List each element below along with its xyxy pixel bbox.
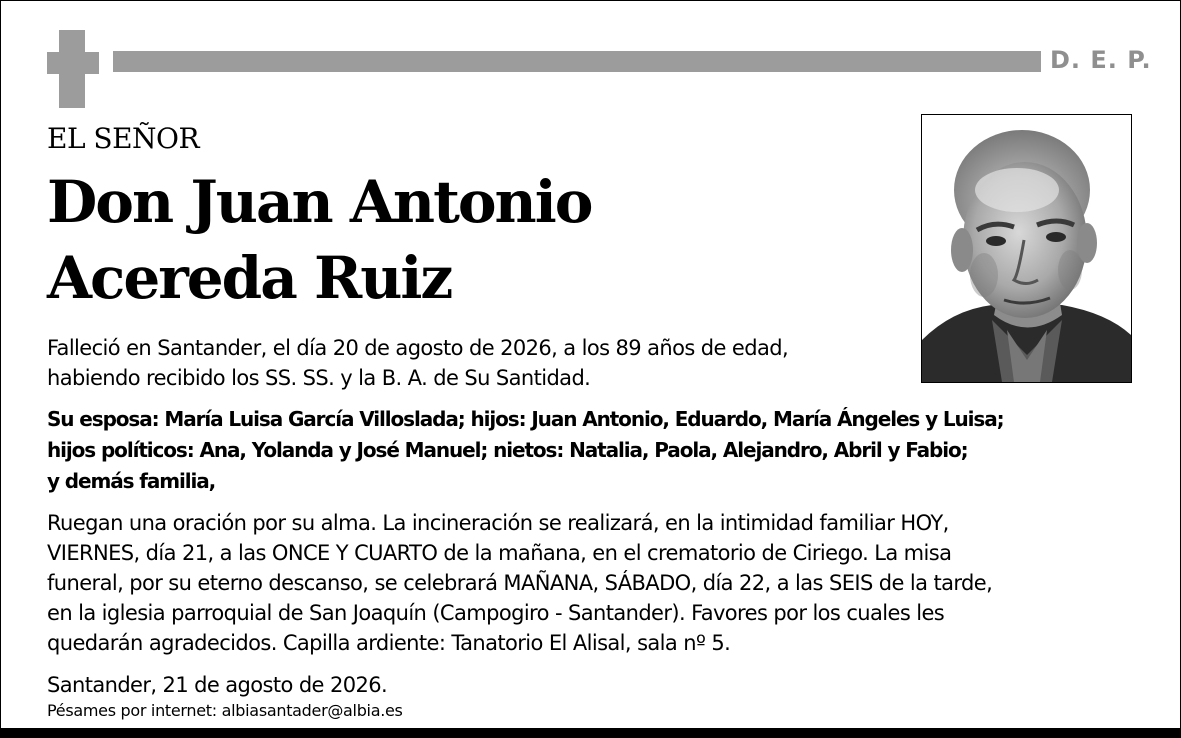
death-notice-line: habiendo recibido los SS. SS. y la B. A. de Su Santidad. — [47, 366, 591, 390]
condolences-link: Pésames por internet: albiasantader@albia.es — [47, 701, 403, 720]
bottom-rule — [0, 728, 1181, 738]
cross-icon — [47, 30, 99, 108]
service-line: funeral, por su eterno descanso, se celebrará MAÑANA, SÁBADO, día 22, a las SEIS de la tarde, — [47, 571, 993, 595]
service-line: Ruegan una oración por su alma. La incineración se realizará, en la intimidad familiar HOY, — [47, 511, 949, 535]
family-line: Su esposa: María Luisa García Villoslada; hijos: Juan Antonio, Eduardo, María Ángeles y Luisa; — [47, 407, 1004, 431]
deceased-name — [47, 164, 591, 316]
service-line: quedarán agradecidos. Capilla ardiente: Tanatorio El Alisal, sala nº 5. — [47, 631, 731, 655]
name-line: Don Juan Antonio — [47, 168, 592, 236]
header-bar — [113, 51, 1041, 72]
dep-label: D. E. P. — [1050, 46, 1152, 74]
service-details — [47, 508, 992, 658]
family-list — [47, 404, 1004, 497]
honorific-prefix: EL SEÑOR — [47, 122, 200, 155]
name-line: Acereda Ruiz — [47, 244, 452, 312]
service-line: en la iglesia parroquial de San Joaquín (Campogiro - Santander). Favores por los cuales les — [47, 601, 945, 625]
death-notice — [47, 333, 788, 393]
service-line: VIERNES, día 21, a las ONCE Y CUARTO de la mañana, en el crematorio de Ciriego. La misa — [47, 541, 952, 565]
family-line: hijos políticos: Ana, Yolanda y José Manuel; nietos: Natalia, Paola, Alejandro, Abril y Fabio; — [47, 438, 968, 462]
place-date: Santander, 21 de agosto de 2026. — [47, 673, 388, 697]
family-line: y demás familia, — [47, 469, 216, 493]
death-notice-line: Falleció en Santander, el día 20 de agosto de 2026, a los 89 años de edad, — [47, 336, 789, 360]
portrait-photo — [921, 114, 1132, 383]
